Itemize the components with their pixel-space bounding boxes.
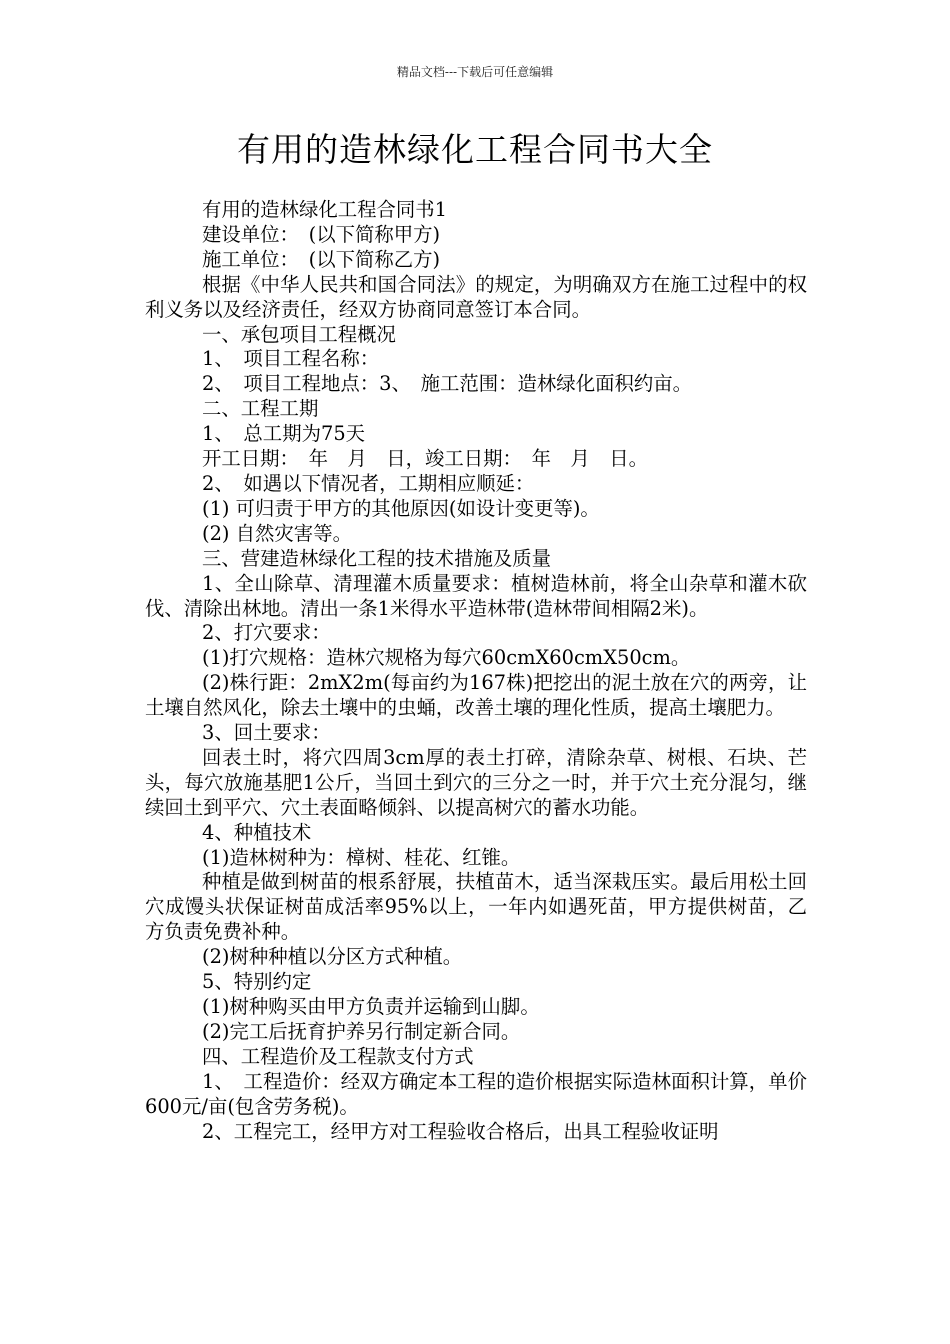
paragraph: 建设单位： (以下简称甲方) xyxy=(202,222,441,246)
paragraph: (2) 自然灾害等。 xyxy=(202,521,352,545)
section-heading: 三、营建造林绿化工程的技术措施及质量 xyxy=(202,546,552,570)
paragraph: (1)打穴规格：造林穴规格为每穴60cmX60cmX50cm。 xyxy=(202,646,691,670)
paragraph: 2、 项目工程地点：3、 施工范围：造林绿化面积约亩。 xyxy=(202,372,693,396)
paragraph: 3、回土要求： xyxy=(202,721,331,745)
paragraph: 1、全山除草、清理灌木质量要求：植树造林前，将全山杂草和灌木砍伐、清除出林地。清出一条1米得水平造林带(造林带间相隔2米)。 xyxy=(145,571,807,620)
paragraph: 2、 如遇以下情况者，工期相应顺延： xyxy=(202,471,535,495)
section-heading: 一、承包项目工程概况 xyxy=(202,322,396,346)
paragraph: (1)树种购买由甲方负责并运输到山脚。 xyxy=(202,995,540,1018)
paragraph: (2)株行距：2mX2m(每亩约为167株)把挖出的泥土放在穴的两旁，让土壤自然风化，除去土壤中的虫蛹，改善土壤的理化性质，提高土壤肥力。 xyxy=(145,671,807,720)
paragraph: 1、 项目工程名称： xyxy=(202,347,380,371)
paragraph: 1、 总工期为75天 xyxy=(202,422,366,446)
paragraph: 有用的造林绿化工程合同书1 xyxy=(202,198,448,221)
paragraph: 种植是做到树苗的根系舒展，扶植苗木，适当深栽压实。最后用松土回穴成馒头状保证树苗成活率95%以上，一年内如遇死苗，甲方提供树苗，乙方负责免费补种。 xyxy=(145,870,807,944)
paragraph: 根据《中华人民共和国合同法》的规定，为明确双方在施工过程中的权利义务以及经济责任，经双方协商同意签订本合同。 xyxy=(145,272,807,321)
page-header-watermark: 精品文档---下载后可任意编辑 xyxy=(396,65,554,79)
paragraph: 1、 工程造价：经双方确定本工程的造价根据实际造林面积计算，单价600元/亩(包含劳务税)。 xyxy=(145,1069,807,1118)
section-heading: 二、工程工期 xyxy=(202,397,319,421)
paragraph: 回表土时，将穴四周3cm厚的表土打碎，清除杂草、树根、石块、芒头，每穴放施基肥1公斤，当回土到穴的三分之一时，并于穴土充分混匀，继续回土到平穴、穴土表面略倾斜、以提高树穴的蓄水功能。 xyxy=(145,745,807,819)
paragraph: 4、种植技术 xyxy=(202,820,312,844)
paragraph: 2、工程完工，经甲方对工程验收合格后，出具工程验收证明 xyxy=(202,1119,719,1143)
paragraph: 开工日期： 年 月 日，竣工日期： 年 月 日。 xyxy=(202,447,648,471)
section-heading: 四、工程造价及工程款支付方式 xyxy=(202,1044,474,1068)
paragraph: (2)完工后抚育护养另行制定新合同。 xyxy=(202,1019,521,1043)
paragraph: 2、打穴要求： xyxy=(202,621,331,645)
paragraph: (1)造林树种为：樟树、桂花、红锥。 xyxy=(202,845,521,869)
paragraph: 5、特别约定 xyxy=(202,970,312,994)
paragraph: (1) 可归责于甲方的其他原因(如设计变更等)。 xyxy=(202,496,600,520)
paragraph: 施工单位： (以下简称乙方) xyxy=(202,247,441,271)
document-title: 有用的造林绿化工程合同书大全 xyxy=(237,130,713,169)
document-body xyxy=(145,198,807,1144)
paragraph: (2)树种种植以分区方式种植。 xyxy=(202,945,463,969)
